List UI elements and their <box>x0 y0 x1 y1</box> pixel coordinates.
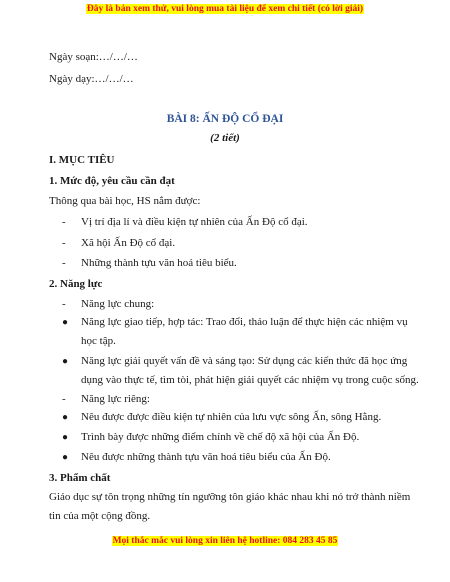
intro-text: Thông qua bài học, HS nắm được: <box>49 195 201 207</box>
preview-notice-banner <box>0 4 450 14</box>
bullet-icon: ● <box>62 452 69 463</box>
subsection-qualities-heading: 3. Phẩm chất <box>49 472 111 484</box>
date-prepared: Ngày soạn:…/…/… <box>49 51 138 63</box>
list-item: ● Nêu được được điều kiện tự nhiên của lưu vực sông Ấn, sông Hằng. <box>62 408 422 427</box>
subsection-requirements-heading: 1. Mức độ, yêu cầu cần đạt <box>49 175 175 187</box>
qualities-text: Giáo dục sự tôn trọng những tín ngưỡng tôn giáo khác nhau khi nó trở thành niềm tin của một cộng đồng. <box>49 491 411 522</box>
section-objectives-heading: I. MỤC TIÊU <box>49 154 115 166</box>
list-item: ● Năng lực giải quyết vấn đề và sáng tạo: Sử dụng các kiến thức đã học ứng dụng vào thực tế, tìm tòi, phát hiện giải quyết các nhiệm vụ trong cuộc sống. <box>62 352 422 390</box>
dash-marker: - <box>62 257 66 269</box>
preview-notice-text: Đây là bản xem thử, vui lòng mua tài liệu để xem chi tiết (có lời giải) <box>86 4 364 14</box>
dash-marker: - <box>62 298 66 310</box>
dash-marker: - <box>62 216 66 228</box>
lesson-title: BÀI 8: ẤN ĐỘ CỔ ĐẠI <box>166 113 284 125</box>
lesson-duration: (2 tiết) <box>210 132 240 144</box>
dash-marker: - <box>62 237 66 249</box>
list-item: ● Năng lực giao tiếp, hợp tác: Trao đổi, thảo luận để thực hiện các nhiệm vụ học tập. <box>62 313 422 351</box>
subsection-competencies-heading: 2. Năng lực <box>49 278 103 290</box>
bullet-icon: ● <box>62 432 69 443</box>
bullet-icon: ● <box>62 317 69 328</box>
list-item: ● Trình bày được những điểm chính về chế độ xã hội của Ấn Độ. <box>62 428 422 447</box>
hotline-text: Mọi thắc mắc vui lòng xin liên hệ hotline: 084 283 45 85 <box>112 536 338 546</box>
bullet-icon: ● <box>62 356 69 367</box>
bullet-icon: ● <box>62 412 69 423</box>
list-item: ● Nêu được những thành tựu văn hoá tiêu biểu của Ấn Độ. <box>62 448 422 467</box>
date-taught: Ngày dạy:…/…/… <box>49 73 134 85</box>
hotline-banner <box>0 536 450 546</box>
dash-marker: - <box>62 393 66 405</box>
